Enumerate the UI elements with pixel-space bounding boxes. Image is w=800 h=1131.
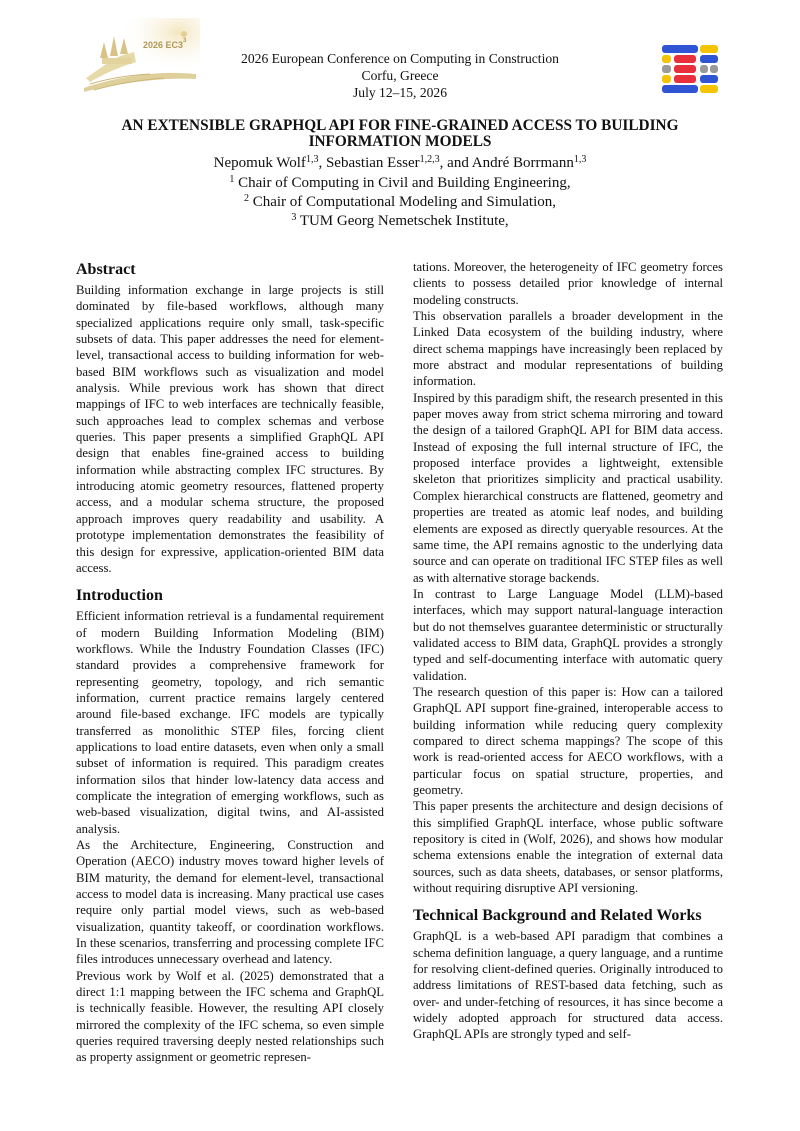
body-paragraph: In contrast to Large Language Model (LLM)-based interfaces, which may support natural-language interaction but do not themselves guarantee deterministic or structurally validated access to BIM data, GraphQL provides a strongly typed and self-documenting interface with automatic query validation. [413, 586, 723, 683]
body-paragraph: tations. Moreover, the heterogeneity of IFC geometry forces clients to possess detailed prior knowledge of internal modeling constructs. [413, 260, 723, 307]
affiliation [80, 192, 720, 212]
ec3-conference-logo-icon [80, 18, 200, 98]
affiliation-text: TUM Georg Nemetschek Institute, [299, 213, 509, 229]
body-paragraph: Inspired by this paradigm shift, the research presented in this paper moves away from strict schema mirroring and toward the design of a tailored GraphQL API for BIM data access. Instead of exposing the full internal structure of IFC, the proposed interface provides a lightweight, extensible skeleton that prioritizes simplicity and practical usability. Complex hierarchical constructs are flattened, geometry and properties are treated as atomic leaf nodes, and building elements are exposed as directly queryable resources. At the same time, the API remains agnostic to the underlying data source and can operate on traditional IFC STEP files as well as with alternative storage backends. [413, 390, 723, 585]
conf-logo-text: 2026 EC3 [143, 40, 184, 50]
paper-title: AN EXTENSIBLE GRAPHQL API FOR FINE-GRAINED ACCESS TO BUILDING INFORMATION MODELS [121, 117, 679, 150]
author-separator: , and [439, 155, 472, 171]
affiliation [80, 211, 720, 231]
right-column [413, 259, 723, 1043]
author-name: André Borrmann [471, 155, 574, 171]
affiliation-text: Chair of Computational Modeling and Simulation, [252, 194, 557, 210]
affiliation-text: Chair of Computing in Civil and Building Engineering, [238, 175, 571, 191]
svg-text:3: 3 [183, 38, 187, 44]
body-paragraph: Efficient information retrieval is a fundamental requirement of modern Building Information Modeling (BIM) workflows. While the Industry Foundation Classes (IFC) standard provides a comprehensive framework for representing geometry, topology, and rich semantic information, current practice remains largely centered around file-based exchange. IFC models are typically transferred as monolithic STEP files, forcing client applications to load entire datasets, even when only a small subset of information is required. This paradigm creates information silos that hinder low-latency data access and complicate the integration of emerging workflows, such as web-based visualization, digital twins, and AI-assisted analysis. [76, 609, 384, 836]
conference-dates: July 12–15, 2026 [352, 85, 448, 100]
section-heading-technical-background: Technical Background and Related Works [413, 907, 702, 925]
body-paragraph: As the Architecture, Engineering, Construction and Operation (AECO) industry moves toward higher levels of BIM maturity, the demand for element-level, transactional access to model data is increasing. Many practical use cases require only partial model views, such as web-based visualization, quantity takeoff, or coordination workflows. In these scenarios, transferring and processing complete IFC files introduces unnecessary overhead and latency. [76, 838, 384, 967]
ec3-brand-logo-icon [660, 44, 720, 96]
conference-name: 2026 European Conference on Computing in Construction [241, 51, 559, 66]
abstract-paragraph: Building information exchange in large projects is still dominated by file-based workflows, although many specialized applications require only small, task-specific subsets of data. This paper addresses the need for element-level, transactional access to building information for web-based BIM workflows such as visualization and model analysis. While previous work has shown that direct mappings of IFC to web interfaces are technically feasible, such approaches lead to complex schemas and verbose queries. This paper presents a simplified GraphQL API design that enables fine-grained access to building information while abstracting complex IFC structures. By introducing atomic geometry resources, flattened property access, and a modular schema structure, the proposed approach improves query readability and usability. A prototype implementation demonstrates the feasibility of this design for expressive, application-oriented BIM data access. [76, 283, 384, 575]
affiliation-marker: 2 [243, 193, 249, 204]
conference-location: Corfu, Greece [361, 68, 439, 83]
affiliation-marker: 1 [229, 174, 235, 185]
body-paragraph: The research question of this paper is: How can a tailored GraphQL API support fine-grained, interoperable access to building information while reducing query complexity compared to direct schema mappings? The scope of this work is read-oriented access for AECO workflows, with a particular focus on spatial structure, properties, and geometry. [413, 684, 723, 797]
body-paragraph: This observation parallels a broader development in the Linked Data ecosystem of the building industry, where direct schema mappings have increasingly been replaced by more abstract and modular representations of building information. [413, 309, 723, 389]
section-heading-abstract: Abstract [76, 261, 136, 278]
author-affiliation-marker: 1,2,3 [419, 154, 440, 165]
left-column [76, 259, 384, 1066]
body-paragraph: This paper presents the architecture and design decisions of this simplified GraphQL interface, whose public software repository is cited in (Wolf, 2026), and shows how modular schema extensions enable the integration of external data sources, such as data sheets, databases, or sensor platforms, without requiring disruptive API versioning. [413, 799, 723, 896]
author-affiliation-marker: 1,3 [573, 154, 587, 165]
author-name: Nepomuk Wolf [213, 155, 306, 171]
author-list [80, 153, 720, 173]
author-name: Sebastian Esser [325, 155, 420, 171]
body-paragraph: Previous work by Wolf et al. (2025) demonstrated that a direct 1:1 mapping between the IFC schema and GraphQL is technically feasible. However, the resulting API closely mirrored the complexity of the IFC schema, so even simple queries required traversing deeply nested relationships such as property assignment or geometric represen- [76, 968, 384, 1065]
section-heading-introduction: Introduction [76, 587, 163, 605]
affiliation-marker: 3 [291, 212, 297, 223]
affiliation [80, 173, 720, 193]
conference-info [200, 50, 600, 101]
author-affiliation-marker: 1,3 [305, 154, 319, 165]
author-separator: , [318, 155, 326, 171]
body-paragraph: GraphQL is a web-based API paradigm that combines a schema definition language, a query language, and a runtime for resolving client-defined queries. Originally introduced to address limitations of REST-based data fetching, such as over- and under-fetching of resources, it has since become a widely adopted approach for structured data access. GraphQL APIs are strongly typed and self- [413, 929, 723, 1042]
